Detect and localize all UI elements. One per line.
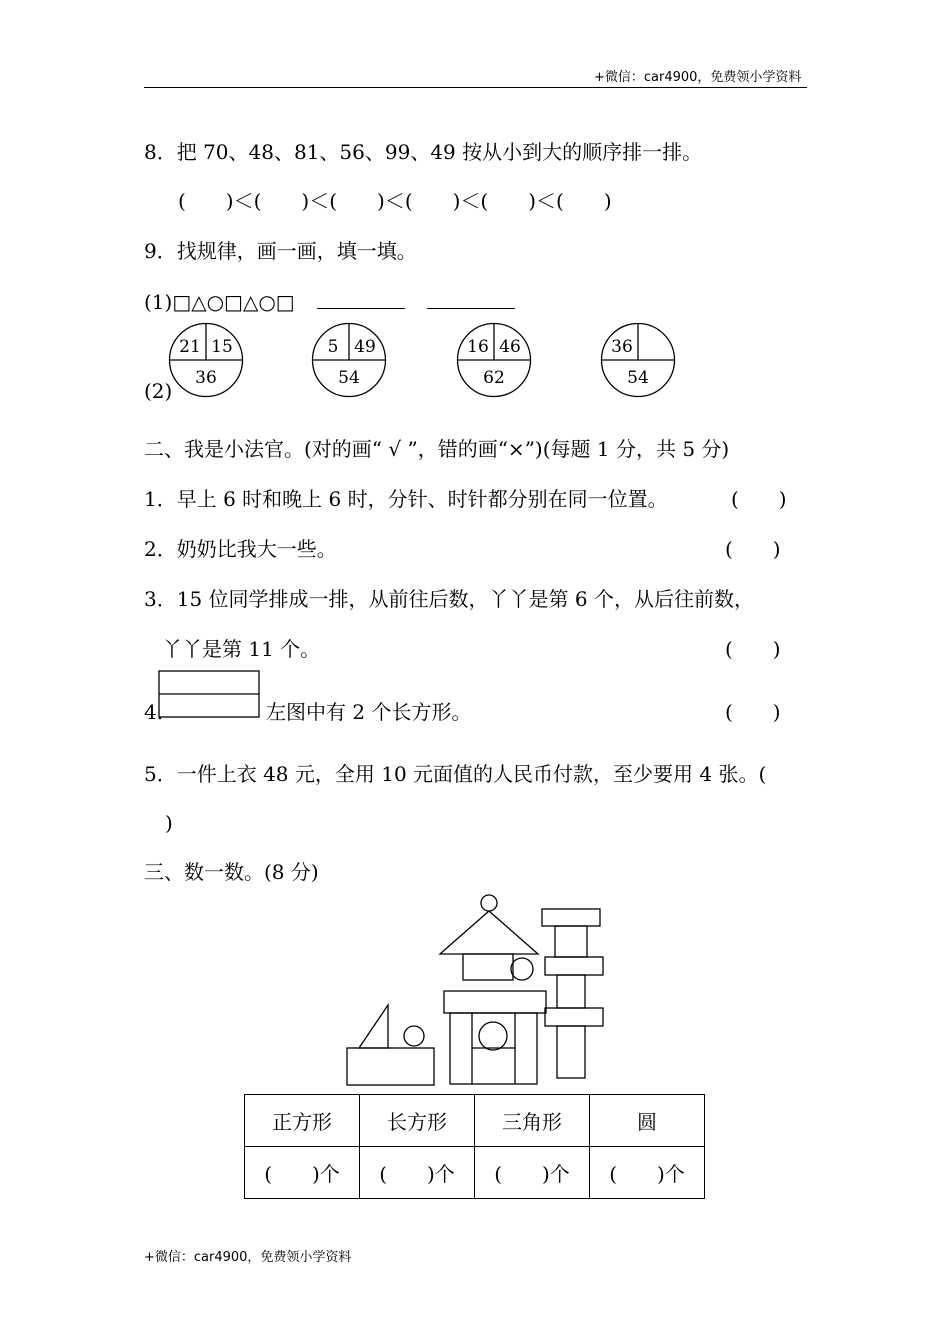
table-header-row bbox=[245, 1095, 705, 1147]
judge-item-2: 2．奶奶比我大一些。 bbox=[144, 537, 337, 561]
number-circle bbox=[602, 324, 675, 397]
section-3-title: 三、数一数。(8 分) bbox=[144, 860, 319, 884]
circle-top-right: 49 bbox=[354, 337, 376, 357]
judge-item-4-number: 4. bbox=[144, 700, 164, 724]
shape-circle bbox=[481, 895, 497, 911]
circle-top-left: 21 bbox=[179, 337, 201, 357]
number-circle bbox=[458, 324, 531, 397]
judge-item-1-paren: ( ) bbox=[731, 487, 787, 511]
shape-rectangle bbox=[542, 909, 600, 926]
footer-note: +微信：car4900，免费领小学资料 bbox=[144, 1250, 352, 1265]
judge-item-5: 5．一件上衣 48 元，全用 10 元面值的人民币付款，至少要用 4 张。( bbox=[144, 762, 767, 786]
shape-square bbox=[555, 926, 587, 957]
judge-item-5-close-paren: ) bbox=[165, 811, 173, 835]
shape-rectangle bbox=[347, 1048, 434, 1085]
circle-bottom: 54 bbox=[338, 368, 360, 388]
shape-rectangle bbox=[557, 1026, 585, 1078]
shape-circle bbox=[404, 1026, 424, 1046]
shape-triangle bbox=[440, 911, 538, 954]
answer-cell[interactable]: ( )个 bbox=[475, 1147, 590, 1199]
question-9: 9．找规律，画一画，填一填。 bbox=[144, 239, 417, 263]
header-note: +微信：car4900，免费领小学资料 bbox=[594, 70, 802, 85]
shape-pattern: (1)□△○□△○□ bbox=[144, 290, 295, 314]
shape-rectangle bbox=[545, 957, 603, 975]
circle-top-right: 46 bbox=[499, 337, 521, 357]
block-building-figure bbox=[340, 888, 615, 1090]
shape-circle bbox=[511, 958, 533, 980]
circle-top-left: 5 bbox=[327, 337, 339, 357]
judge-item-4: 左图中有 2 个长方形。 bbox=[266, 700, 472, 724]
stacked-rectangles-figure bbox=[158, 670, 262, 720]
shape-rectangle bbox=[463, 954, 513, 980]
table-header-cell: 长方形 bbox=[360, 1095, 475, 1147]
judge-item-3: 3．15 位同学排成一排，从前往后数，丫丫是第 6 个，从后往前数， bbox=[144, 587, 754, 611]
shape-count-table bbox=[244, 1094, 705, 1199]
circle-bottom: 36 bbox=[195, 368, 217, 388]
judge-item-3-paren: ( ) bbox=[725, 637, 781, 661]
number-circle bbox=[170, 324, 243, 397]
shape-triangle bbox=[359, 1005, 388, 1048]
answer-cell[interactable]: ( )个 bbox=[590, 1147, 705, 1199]
table-row bbox=[245, 1147, 705, 1199]
table-header-cell: 正方形 bbox=[245, 1095, 360, 1147]
judge-item-4-paren: ( ) bbox=[725, 700, 781, 724]
circle-top-left: 36 bbox=[611, 337, 633, 357]
shape-rectangle bbox=[545, 1008, 603, 1026]
judge-item-1: 1．早上 6 时和晚上 6 时，分针、时针都分别在同一位置。 bbox=[144, 487, 668, 511]
question-8: 8．把 70、48、81、56、99、49 按从小到大的顺序排一排。 bbox=[144, 140, 703, 164]
table-header-cell: 圆 bbox=[590, 1095, 705, 1147]
judge-item-3-line2: 丫丫是第 11 个。 bbox=[162, 637, 321, 661]
shape-rectangle bbox=[444, 991, 546, 1013]
table-header-cell: 三角形 bbox=[475, 1095, 590, 1147]
judge-item-2-paren: ( ) bbox=[725, 537, 781, 561]
number-circles bbox=[0, 0, 950, 420]
answer-cell[interactable]: ( )个 bbox=[245, 1147, 360, 1199]
question-8-answer-slots: ( )＜( )＜( )＜( )＜( )＜( ) bbox=[178, 189, 612, 213]
section-2-title: 二、我是小法官。(对的画“ √ ”，错的画“×”)(每题 1 分，共 5 分) bbox=[144, 437, 730, 461]
question-9-part2-label: (2) bbox=[144, 379, 173, 403]
shape-circle bbox=[479, 1022, 507, 1050]
circle-top-right: 15 bbox=[211, 337, 233, 357]
circle-bottom: 62 bbox=[483, 368, 505, 388]
answer-cell[interactable]: ( )个 bbox=[360, 1147, 475, 1199]
number-circle bbox=[313, 324, 386, 397]
circle-bottom: 54 bbox=[627, 368, 649, 388]
shape-square bbox=[557, 975, 585, 1008]
circle-top-left: 16 bbox=[467, 337, 489, 357]
